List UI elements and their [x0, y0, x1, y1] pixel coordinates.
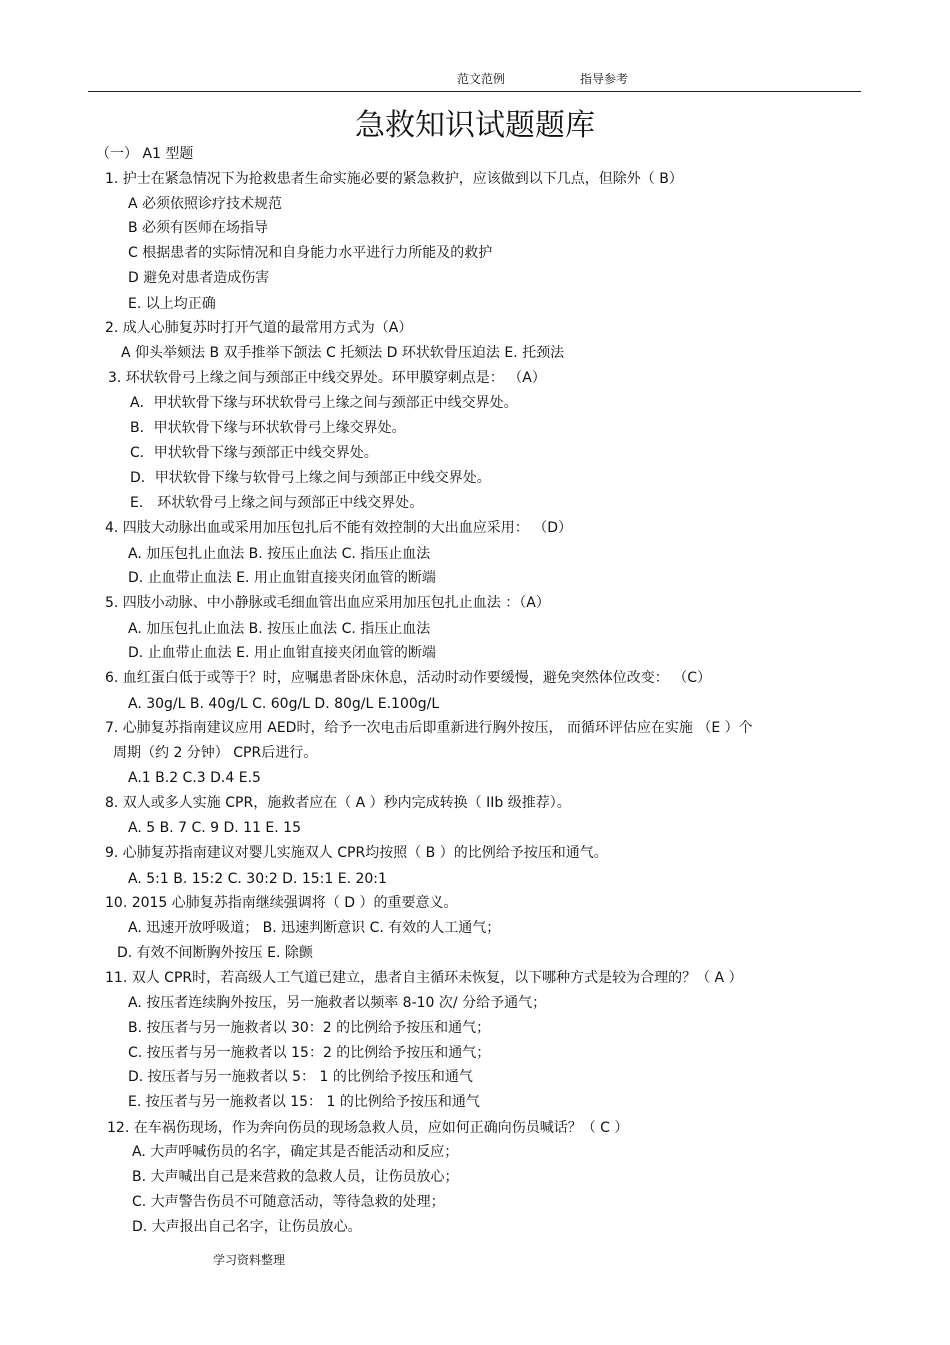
option-line: A 必须依照诊疗技术规范	[128, 196, 283, 212]
option-line: D. 止血带止血法 E. 用止血钳直接夹闭血管的断端	[128, 570, 436, 586]
header-right-text: 指导参考	[580, 72, 629, 86]
question-line: 2. 成人心肺复苏时打开气道的最常用方式为（A）	[105, 320, 413, 336]
question-line: 7. 心肺复苏指南建议应用 AED时，给予一次电击后即重新进行胸外按压， 而循环评估应在实施 （E ）个	[105, 720, 753, 736]
option-line: A. 5:1 B. 15:2 C. 30:2 D. 15:1 E. 20:1	[128, 871, 387, 887]
header-left-text: 范文范例	[457, 72, 506, 86]
option-line: A. 按压者连续胸外按压，另一施救者以频率 8-10 次/ 分给予通气；	[128, 995, 547, 1011]
option-line: D. 止血带止血法 E. 用止血钳直接夹闭血管的断端	[128, 645, 436, 661]
option-line: A. 5 B. 7 C. 9 D. 11 E. 15	[128, 820, 301, 836]
option-line: E. 按压者与另一施救者以 15： 1 的比例给予按压和通气	[128, 1094, 480, 1110]
option-line: A. 加压包扎止血法 B. 按压止血法 C. 指压止血法	[128, 546, 431, 562]
option-line: C 根据患者的实际情况和自身能力水平进行力所能及的救护	[128, 245, 493, 261]
option-line: D. 大声报出自己名字，让伤员放心。	[132, 1219, 362, 1235]
question-line: 12. 在车祸伤现场，作为奔向伤员的现场急救人员，应如何正确向伤员喊话？（ C ）	[107, 1120, 629, 1136]
option-line: A. 迅速开放呼吸道； B. 迅速判断意识 C. 有效的人工通气；	[128, 920, 501, 936]
option-line: D．甲状软骨下缘与软骨弓上缘之间与颈部正中线交界处。	[130, 470, 491, 486]
question-line: 3. 环状软骨弓上缘之间与颈部正中线交界处。环甲膜穿刺点是： （A）	[108, 370, 546, 386]
option-line: A. 大声呼喊伤员的名字，确定其是否能活动和反应；	[132, 1144, 459, 1160]
section-heading: （一） A1 型题	[96, 146, 194, 162]
option-line: B. 大声喊出自己是来营救的急救人员，让伤员放心；	[132, 1169, 459, 1185]
option-line: E． 环状软骨弓上缘之间与颈部正中线交界处。	[130, 495, 424, 511]
question-line: 9. 心肺复苏指南建议对婴儿实施双人 CPR均按照（ B ）的比例给予按压和通气。	[105, 845, 608, 861]
option-line: A. 加压包扎止血法 B. 按压止血法 C. 指压止血法	[128, 621, 431, 637]
option-line: B. 按压者与另一施救者以 30：2 的比例给予按压和通气；	[128, 1020, 491, 1036]
option-line: C．甲状软骨下缘与颈部正中线交界处。	[130, 445, 378, 461]
option-line: E. 以上均正确	[128, 296, 216, 312]
question-line: 1. 护士在紧急情况下为抢救患者生命实施必要的紧急救护，应该做到以下几点，但除外（ B）	[105, 171, 683, 187]
option-line: D 避免对患者造成伤害	[128, 270, 270, 286]
option-line: A 仰头举颏法 B 双手推举下颌法 C 托颏法 D 环状软骨压迫法 E. 托颈法	[121, 345, 565, 361]
option-line: C. 按压者与另一施救者以 15：2 的比例给予按压和通气；	[128, 1045, 491, 1061]
header-divider	[88, 91, 861, 92]
option-line: D. 按压者与另一施救者以 5： 1 的比例给予按压和通气	[128, 1069, 473, 1085]
option-line: A．甲状软骨下缘与环状软骨弓上缘之间与颈部正中线交界处。	[130, 395, 518, 411]
footer-text: 学习资料整理	[213, 1253, 286, 1267]
page-title: 急救知识试题题库	[355, 108, 595, 143]
question-line: 5. 四肢小动脉、中小静脉或毛细血管出血应采用加压包扎止血法 ：（A）	[105, 595, 550, 611]
question-line: 6. 血红蛋白低于或等于？时，应嘱患者卧床休息，活动时动作要缓慢，避免突然体位改变： （C）	[105, 670, 712, 686]
question-line: 8. 双人或多人实施 CPR，施救者应在（ A ）秒内完成转换（ IIb 级推荐）。	[105, 795, 571, 811]
question-line: 4. 四肢大动脉出血或采用加压包扎后不能有效控制的大出血应采用： （D）	[105, 520, 573, 536]
option-line: B 必须有医师在场指导	[128, 220, 269, 236]
option-line: D. 有效不间断胸外按压 E. 除颤	[117, 945, 313, 961]
option-line: B．甲状软骨下缘与环状软骨弓上缘交界处。	[130, 420, 406, 436]
question-line: 10. 2015 心肺复苏指南继续强调将（ D ）的重要意义。	[105, 895, 458, 911]
option-line: A. 30g/L B. 40g/L C. 60g/L D. 80g/L E.100g/L	[128, 696, 440, 712]
question-line: 11. 双人 CPR时，若高级人工气道已建立，患者自主循环未恢复，以下哪种方式是较为合理的？（ A ）	[105, 970, 743, 986]
option-line: A.1 B.2 C.3 D.4 E.5	[128, 770, 261, 786]
question-line-continued: 周期（约 2 分钟） CPR后进行。	[113, 745, 318, 761]
option-line: C. 大声警告伤员不可随意活动，等待急救的处理；	[132, 1194, 445, 1210]
